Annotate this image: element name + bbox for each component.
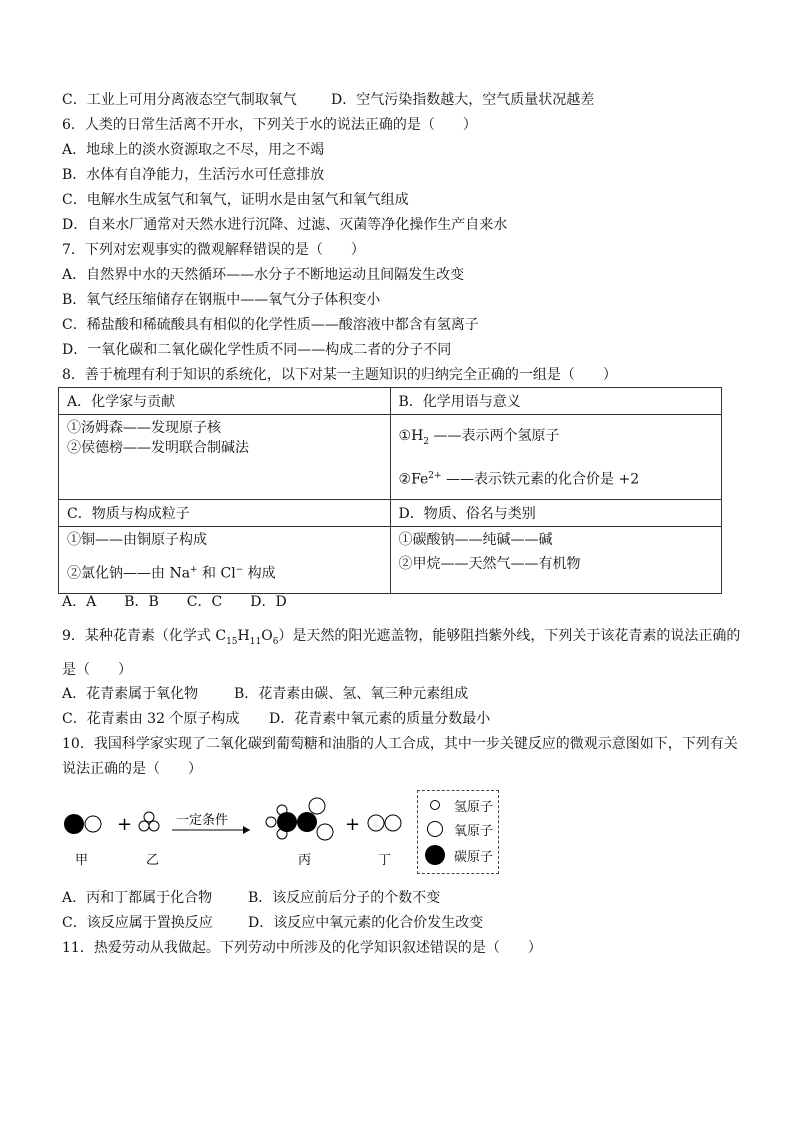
table-cell-b-body: [390, 415, 722, 500]
q9-option-b: B．花青素由碳、氢、氧三种元素组成: [234, 686, 469, 702]
plus-sign: +: [117, 814, 133, 835]
oxygen-atom: [309, 798, 325, 814]
chem-formula: H: [411, 428, 424, 444]
superscript: +: [190, 565, 198, 575]
table-cell-b-head: B．化学用语与意义: [390, 388, 722, 415]
q7-option-b: B．氧气经压缩储存在钢瓶中——氧气分子体积变小: [62, 292, 381, 308]
item-text: ②氯化钠——由 Na: [67, 565, 191, 582]
molecule-bing: [266, 798, 333, 840]
q6-option-b: B．水体有自净能力，生活污水可任意排放: [62, 167, 325, 183]
q10-option-a: A．丙和丁都属于化合物: [62, 890, 213, 906]
legend-label: 氧原子: [454, 824, 494, 839]
q6-stem: 6．人类的日常生活离不开水，下列关于水的说法正确的是（ ）: [62, 117, 477, 133]
q10-option-d: D．该反应中氧元素的化合价发生改变: [248, 915, 484, 931]
label-bing: 丙: [298, 853, 312, 868]
molecule-jia: [64, 814, 101, 834]
legend-label: 氢原子: [454, 800, 494, 815]
q9-stem-continued: 是（ ）: [62, 662, 132, 678]
q6-option-a: A．地球上的淡水资源取之不尽，用之不竭: [62, 142, 325, 158]
q9-option-d: D．花青素中氧元素的质量分数最小: [269, 711, 491, 727]
superscript: −: [235, 565, 244, 575]
chem-formula: Fe: [411, 471, 429, 488]
q8-options: A．A B．B C．C D．D: [62, 594, 287, 610]
carbon-atom: [64, 814, 84, 834]
legend-oxygen: [418, 819, 498, 839]
q10-option-b: B．该反应前后分子的个数不变: [248, 890, 441, 906]
legend-carbon: [418, 845, 498, 865]
table-b-item-2: [399, 466, 714, 486]
table-cell-c-head: C．物质与构成粒子: [59, 500, 391, 527]
table-cell-d-body: [390, 527, 722, 594]
arrow-head-icon: [243, 826, 250, 834]
item-number: ②: [398, 471, 412, 488]
item-text: ——表示铁元素的化合价是 +2: [441, 471, 640, 488]
legend-hydrogen: [418, 795, 498, 815]
q7-option-a: A．自然界中水的天然循环——水分子不断地运动且间隔发生改变: [62, 267, 465, 283]
q10-stem-line1: 10．我国科学家实现了二氧化碳到葡萄糖和油脂的人工合成，其中一步关键反应的微观示意图如下，下列有关: [62, 736, 738, 752]
q11-stem: 11．热爱劳动从我做起。下列劳动中所涉及的化学知识叙述错误的是（ ）: [62, 940, 542, 956]
q8-stem: 8．善于梳理有利于知识的系统化，以下对某一主题知识的归纳完全正确的一组是（ ）: [62, 367, 617, 383]
reaction-condition: 一定条件: [176, 813, 229, 828]
table-a-item-1: ①汤姆森——发现原子核: [67, 420, 221, 436]
label-jia: 甲: [75, 853, 89, 868]
q10-option-c: C．该反应属于置换反应: [62, 915, 213, 931]
item-text: ——表示两个氢原子: [429, 428, 560, 444]
table-c-item-2: [67, 560, 382, 580]
table-c-item-1: ①铜——由铜原子构成: [67, 532, 207, 548]
subscript: 11: [249, 636, 262, 647]
hydrogen-atom: [149, 821, 159, 831]
q5-option-d: D．空气污染指数越大，空气质量状况越差: [331, 92, 595, 108]
table-d-item-1: ①碳酸钠——纯碱——碱: [398, 532, 553, 548]
oxygen-atom: [385, 815, 401, 831]
stem-text: ）是天然的阳光遮盖物，能够阻挡紫外线，下列关于该花青素的说法正确的: [278, 628, 741, 644]
table-cell-a-head: A．化学家与贡献: [59, 388, 391, 415]
q9-stem: [62, 626, 740, 652]
hydrogen-atom-icon: [429, 799, 441, 811]
oxygen-atom: [317, 824, 333, 840]
element-symbol: O: [261, 628, 273, 644]
item-text: 构成: [243, 565, 276, 582]
table-cell-a-body: [59, 415, 391, 500]
plus-sign: +: [345, 814, 361, 835]
q9-option-c: C．花青素由 32 个原子构成: [62, 711, 240, 727]
q5-option-c: C．工业上可用分离液态空气制取氧气: [62, 92, 297, 108]
element-symbol: H: [237, 628, 250, 644]
table-cell-d-head: D．物质、俗名与类别: [390, 500, 722, 527]
subscript: 2: [423, 436, 430, 447]
table-a-item-2: ②侯德榜——发明联合制碱法: [67, 440, 249, 456]
legend-label: 碳原子: [454, 850, 494, 865]
atom-legend: [417, 790, 499, 874]
q10-stem-line2: 说法正确的是（ ）: [62, 761, 202, 777]
hydrogen-atom: [139, 821, 149, 831]
q6-option-d: D．自来水厂通常对天然水进行沉降、过滤、灭菌等净化操作生产自来水: [62, 217, 508, 233]
superscript: 2+: [428, 471, 442, 481]
oxygen-atom: [85, 816, 101, 832]
item-text: 和 Cl: [197, 565, 236, 582]
q7-option-c: C．稀盐酸和稀硫酸具有相似的化学性质——酸溶液中都含有氢离子: [62, 317, 479, 333]
carbon-atom: [297, 812, 317, 832]
subscript: 15: [226, 636, 238, 647]
label-yi: 乙: [146, 853, 160, 868]
stem-text: 9．某种花青素（化学式 C: [62, 628, 227, 644]
hydrogen-atom: [266, 817, 276, 827]
q7-option-d: D．一氧化碳和二氧化碳化学性质不同——构成二者的分子不同: [62, 342, 452, 358]
carbon-atom: [277, 812, 297, 832]
q9-option-a: A．花青素属于氧化物: [62, 686, 199, 702]
item-number: ①: [398, 428, 412, 444]
molecule-yi: [139, 812, 159, 831]
table-b-item-1: [399, 426, 714, 446]
q8-knowledge-table: [58, 387, 722, 594]
subscript: 6: [272, 636, 279, 647]
q6-option-c: C．电解水生成氢气和氧气，证明水是由氢气和氧气组成: [62, 192, 409, 208]
q7-stem: 7．下列对宏观事实的微观解释错误的是（ ）: [62, 242, 365, 258]
oxygen-atom: [368, 815, 384, 831]
carbon-atom-icon: [424, 844, 446, 866]
hydrogen-atom: [144, 812, 154, 822]
label-ding: 丁: [378, 853, 392, 868]
table-cell-c-body: [59, 527, 391, 594]
oxygen-atom-icon: [426, 820, 444, 838]
molecule-ding: [368, 815, 401, 831]
table-d-item-2: ②甲烷——天然气——有机物: [398, 556, 581, 572]
